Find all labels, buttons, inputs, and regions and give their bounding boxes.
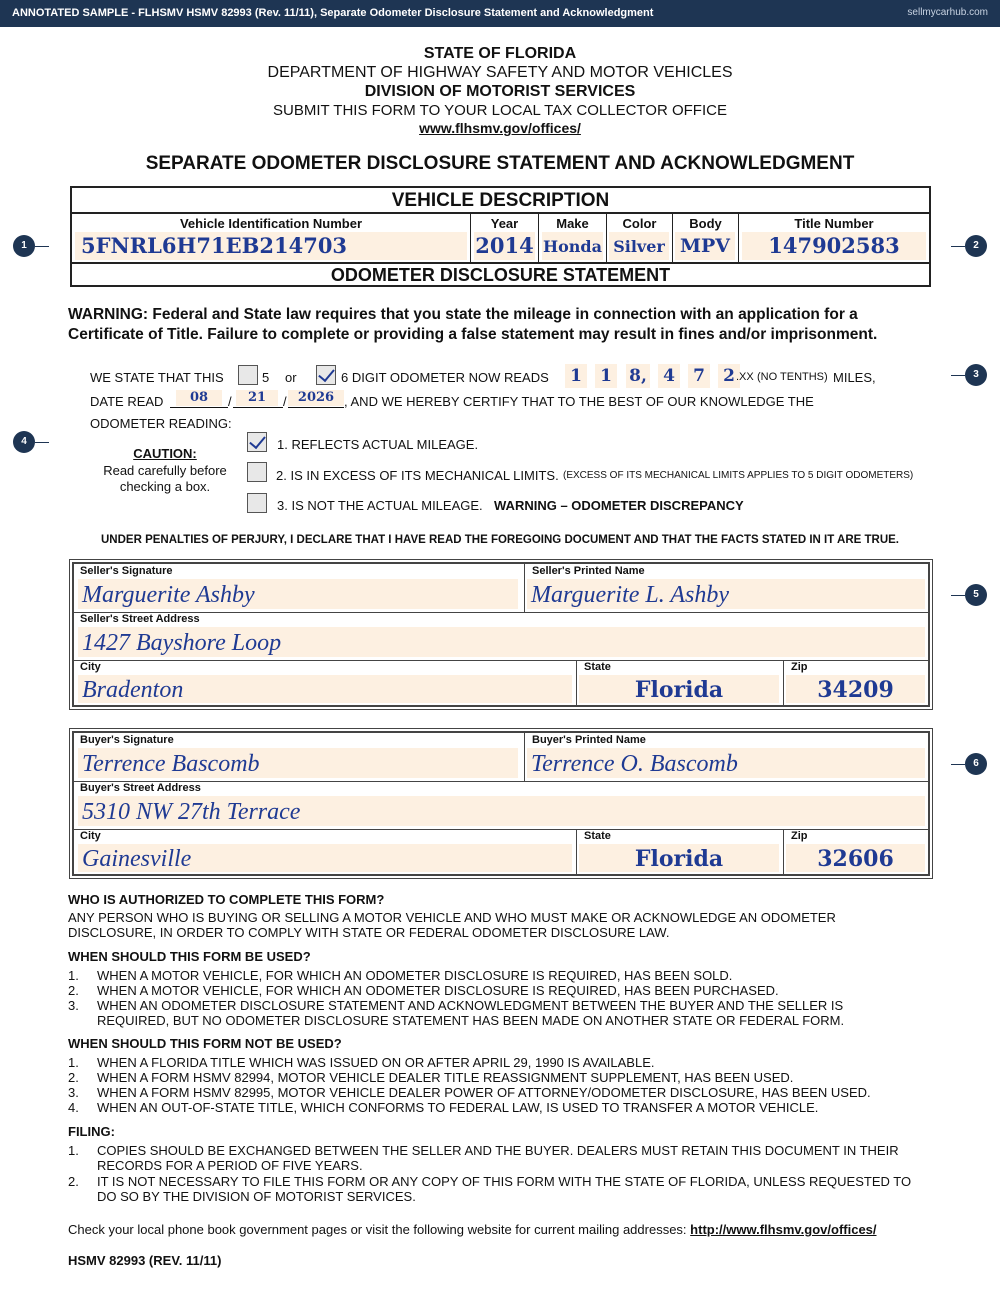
banner-site[interactable]: sellmycarhub.com [907, 7, 988, 18]
date-month-field[interactable]: 08 [176, 390, 222, 406]
vin-label: Vehicle Identification Number [179, 216, 363, 231]
odometer-digit-2[interactable]: 1 [595, 364, 617, 388]
who-heading: WHO IS AUTHORIZED TO COMPLETE THIS FORM? [68, 892, 385, 907]
body-field[interactable]: MPV [675, 232, 735, 260]
six-digit-checkbox[interactable] [316, 365, 336, 385]
color-label: Color [622, 216, 657, 231]
buyer-zip-field[interactable]: 32606 [786, 844, 925, 872]
form-title: SEPARATE ODOMETER DISCLOSURE STATEMENT AND ACKNOWLEDGMENT [145, 153, 855, 174]
when-item-3: WHEN AN ODOMETER DISCLOSURE STATEMENT AND ACKNOWLEDGMENT BETWEEN THE BUYER AND THE SELLER IS [97, 998, 844, 1013]
odometer-digit-6[interactable]: 2 [718, 364, 740, 388]
seller-state-field[interactable]: Florida [579, 675, 779, 703]
not-actual-label: 3. IS NOT THE ACTUAL MILEAGE. [277, 498, 483, 513]
header-website-link[interactable]: www.flhsmv.gov/offices/ [419, 120, 581, 136]
buyer-address-field[interactable]: 5310 NW 27th Terrace [78, 796, 925, 826]
odometer-reading-label: ODOMETER READING: [90, 416, 232, 431]
when-not-item-4: WHEN AN OUT-OF-STATE TITLE, WHICH CONFORMS TO FEDERAL LAW, IS USED TO TRANSFER A MOTOR VEHICLE. [97, 1100, 819, 1115]
filing-item-2: IT IS NOT NECESSARY TO FILE THIS FORM OR ANY COPY OF THIS FORM WITH THE STATE OF FLORIDA, UNLESS REQUESTED TO [97, 1174, 912, 1189]
year-label: Year [490, 216, 519, 231]
vehicle-section-title: VEHICLE DESCRIPTION [391, 190, 610, 211]
date-slash-1: / [228, 394, 232, 409]
seller-state-label: State [584, 661, 611, 673]
when-item-2: WHEN A MOTOR VEHICLE, FOR WHICH AN ODOMETER DISCLOSURE IS REQUIRED, HAS BEEN PURCHASED. [97, 983, 779, 998]
warning-line-1: WARNING: Federal and State law requires that you state the mileage in connection with an application for a [68, 306, 858, 323]
odometer-section-title: ODOMETER DISCLOSURE STATEMENT [330, 265, 671, 285]
actual-mileage-label: 1. REFLECTS ACTUAL MILEAGE. [277, 437, 479, 452]
seller-address-field[interactable]: 1427 Bayshore Loop [78, 627, 925, 657]
odometer-digit-5[interactable]: 7 [688, 364, 710, 388]
who-line-1: ANY PERSON WHO IS BUYING OR SELLING A MOTOR VEHICLE AND WHO MUST MAKE OR ACKNOWLEDGE AN ODOMETER [68, 910, 836, 925]
filing-item-2-continued: DO SO BY THE DIVISION OF MOTORIST SERVICES. [97, 1189, 416, 1204]
check-text: Check your local phone book government pages or visit the following website for current mailing addresses: [68, 1222, 691, 1237]
excess-mileage-label: 2. IS IN EXCESS OF ITS MECHANICAL LIMITS. [276, 468, 559, 483]
five-digit-checkbox[interactable] [238, 365, 258, 385]
annotation-marker-6[interactable]: 6 [965, 753, 987, 775]
buyer-signature-label: Buyer's Signature [80, 734, 174, 746]
buyer-printed-name-label: Buyer's Printed Name [532, 734, 646, 746]
odometer-digit-4[interactable]: 4 [658, 364, 680, 388]
when-not-item-1: WHEN A FLORIDA TITLE WHICH WAS ISSUED ON OR AFTER APRIL 29, 1990 IS AVAILABLE. [97, 1055, 655, 1070]
or-text: or [285, 370, 297, 385]
who-line-2: DISCLOSURE, IN ORDER TO COMPLY WITH STATE OR FEDERAL ODOMETER DISCLOSURE LAW. [68, 925, 670, 940]
seller-address-label: Seller's Street Address [80, 613, 200, 625]
seller-city-label: City [80, 661, 101, 673]
seller-signature-field[interactable]: Marguerite Ashby [78, 579, 518, 609]
vehicle-row [72, 212, 929, 264]
seller-city-field[interactable]: Bradenton [78, 675, 572, 703]
title-number-field[interactable]: 147902583 [742, 232, 926, 260]
not-actual-checkbox[interactable] [247, 493, 267, 513]
date-year-field[interactable]: 2026 [288, 390, 344, 406]
when-not-item-2-number: 2. [68, 1070, 79, 1085]
actual-mileage-checkbox[interactable] [247, 432, 267, 452]
buyer-zip-label: Zip [791, 830, 808, 842]
offices-link[interactable]: http://www.flhsmv.gov/offices/ [690, 1222, 877, 1237]
annotation-marker-5[interactable]: 5 [965, 584, 987, 606]
buyer-city-label: City [80, 830, 101, 842]
when-not-heading: WHEN SHOULD THIS FORM NOT BE USED? [68, 1036, 342, 1051]
buyer-city-field[interactable]: Gainesville [78, 844, 572, 872]
form-number-footer: HSMV 82993 (REV. 11/11) [68, 1253, 222, 1268]
buyer-state-field[interactable]: Florida [579, 844, 779, 872]
caution-line-2: checking a box. [119, 479, 211, 494]
discrepancy-warning: WARNING – ODOMETER DISCREPANCY [494, 498, 744, 513]
filing-heading: FILING: [68, 1124, 115, 1139]
header-submit: SUBMIT THIS FORM TO YOUR LOCAL TAX COLLECTOR OFFICE [273, 102, 727, 119]
check-phone-book-text [68, 1222, 877, 1237]
annotation-marker-3[interactable]: 3 [965, 364, 987, 386]
when-item-2-number: 2. [68, 983, 79, 998]
when-item-3-continued: REQUIRED, BUT NO ODOMETER DISCLOSURE STATEMENT HAS BEEN MADE ON ANOTHER STATE OR FEDERAL FORM. [97, 1013, 845, 1028]
when-not-item-2: WHEN A FORM HSMV 82994, MOTOR VEHICLE DEALER TITLE REASSIGNMENT SUPPLEMENT, HAS BEEN USED. [97, 1070, 794, 1085]
we-state-text: WE STATE THAT THIS [90, 370, 224, 385]
buyer-printed-name-field[interactable]: Terrence O. Bascomb [527, 748, 925, 778]
when-item-1-number: 1. [68, 968, 79, 983]
perjury-statement: UNDER PENALTIES OF PERJURY, I DECLARE THAT I HAVE READ THE FOREGOING DOCUMENT AND THAT THE FACTS STATED IN IT ARE TRUE. [101, 534, 899, 546]
color-field[interactable]: Silver [609, 232, 669, 260]
annotation-banner [0, 0, 1000, 27]
header-division: DIVISION OF MOTORIST SERVICES [364, 83, 636, 100]
banner-title: ANNOTATED SAMPLE - FLHSMV HSMV 82993 (Rev. 11/11), Separate Odometer Disclosure Statement and Acknowledgment [12, 7, 654, 19]
make-field[interactable]: Honda [542, 232, 603, 260]
buyer-section [72, 731, 930, 876]
odometer-digit-3[interactable]: 8, [626, 364, 650, 388]
certify-text: , AND WE HEREBY CERTIFY THAT TO THE BEST OF OUR KNOWLEDGE THE [344, 394, 814, 409]
caution-title: CAUTION: [133, 446, 197, 461]
when-heading: WHEN SHOULD THIS FORM BE USED? [68, 949, 311, 964]
when-item-3-number: 3. [68, 998, 79, 1013]
title-number-label: Title Number [794, 216, 874, 231]
seller-zip-label: Zip [791, 661, 808, 673]
excess-mileage-checkbox[interactable] [247, 462, 267, 482]
date-day-field[interactable]: 21 [236, 390, 278, 406]
miles-text: MILES, [833, 370, 876, 385]
seller-printed-name-label: Seller's Printed Name [532, 565, 645, 577]
date-read-label: DATE READ [90, 394, 164, 409]
header-department: DEPARTMENT OF HIGHWAY SAFETY AND MOTOR VEHICLES [267, 64, 733, 81]
seller-printed-name-field[interactable]: Marguerite L. Ashby [527, 579, 925, 609]
seller-section [72, 562, 930, 707]
five-digit-label: 5 [262, 370, 270, 385]
when-not-item-4-number: 4. [68, 1100, 79, 1115]
year-field[interactable]: 2014 [475, 233, 534, 258]
annotation-marker-1[interactable]: 1 [13, 235, 35, 257]
six-digit-label: 6 DIGIT ODOMETER NOW READS [341, 370, 549, 385]
when-not-item-3: WHEN A FORM HSMV 82995, MOTOR VEHICLE DEALER POWER OF ATTORNEY/ODOMETER DISCLOSURE, HAS BEEN USED. [97, 1085, 871, 1100]
buyer-signature-field[interactable]: Terrence Bascomb [78, 748, 518, 778]
when-item-1: WHEN A MOTOR VEHICLE, FOR WHICH AN ODOMETER DISCLOSURE IS REQUIRED, HAS BEEN SOLD. [97, 968, 733, 983]
annotation-marker-2[interactable]: 2 [965, 235, 987, 257]
seller-zip-field[interactable]: 34209 [786, 675, 925, 703]
filing-item-1-continued: RECORDS FOR A PERIOD OF FIVE YEARS. [97, 1158, 363, 1173]
date-slash-2: / [283, 394, 287, 409]
odometer-digit-1[interactable]: 1 [565, 364, 587, 388]
buyer-state-label: State [584, 830, 611, 842]
make-label: Make [556, 216, 589, 231]
when-not-item-3-number: 3. [68, 1085, 79, 1100]
warning-line-2: Certificate of Title. Failure to complete or providing a false statement may result in fines and/or imprisonment. [68, 326, 878, 343]
annotation-marker-4[interactable]: 4 [13, 431, 35, 453]
when-not-item-1-number: 1. [68, 1055, 79, 1070]
vin-field[interactable]: 5FNRL6H71EB214703 [75, 232, 467, 260]
excess-mileage-note: (EXCESS OF ITS MECHANICAL LIMITS APPLIES TO 5 DIGIT ODOMETERS) [563, 470, 914, 481]
xx-text: .XX [736, 371, 754, 383]
seller-signature-label: Seller's Signature [80, 565, 173, 577]
header-state: STATE OF FLORIDA [423, 45, 577, 62]
buyer-address-label: Buyer's Street Address [80, 782, 201, 794]
vehicle-description-box [70, 186, 931, 287]
no-tenths-text: (NO TENTHS) [757, 371, 828, 383]
filing-item-1-number: 1. [68, 1143, 79, 1158]
filing-item-2-number: 2. [68, 1174, 79, 1189]
body-label: Body [689, 216, 722, 231]
filing-item-1: COPIES SHOULD BE EXCHANGED BETWEEN THE SELLER AND THE BUYER. DEALERS MUST RETAIN THIS DOCUMENT IN THEIR [97, 1143, 899, 1158]
caution-line-1: Read carefully before [103, 463, 227, 478]
